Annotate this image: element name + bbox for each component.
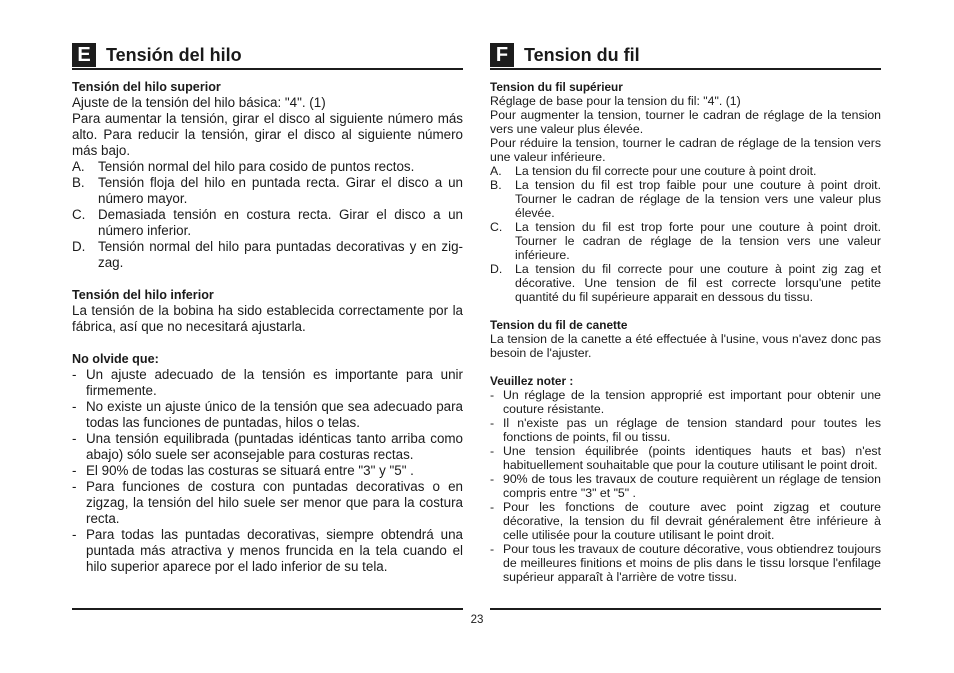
list-item: - Un réglage de la tension approprié est important pour obtenir une couture résistante.: [490, 388, 881, 416]
list-item: - 90% de tous les travaux de couture requièrent un réglage de tension compris entre "3" et "5" .: [490, 472, 881, 500]
notes-heading-es: No olvide que:: [72, 352, 159, 366]
list-item: D. Tensión normal del hilo para puntadas decorativas y en zig-zag.: [72, 239, 463, 270]
list-item: - Una tensión equilibrada (puntadas idénticas tanto arriba como abajo) sólo suele ser aconsejable para costuras rectas.: [72, 431, 463, 462]
list-item: - Pour tous les travaux de couture décorative, vous obtiendrez toujours de meilleures finitions et moins de plis dans le tissu lorsque l'enfilage supérieur apparaît à l'arrière de votre tissu.: [490, 542, 882, 584]
list-item: - Il n'existe pas un réglage de tension standard pour toutes les fonctions de points, fil ou tissu.: [490, 416, 881, 444]
header-rule-es: [72, 68, 463, 70]
language-badge-fr: F: [490, 43, 514, 67]
page-title-es: Tensión del hilo: [106, 45, 242, 65]
list-item: - El 90% de todas las costuras se situará entre "3" y "5" .: [72, 463, 414, 478]
list-item: C. Demasiada tensión en costura recta. Girar el disco a un número inferior.: [72, 207, 463, 238]
adjust-tension-text-es: Para aumentar la tensión, girar el disco al siguiente número más alto. Para reducir la tensión, girar el disco al siguiente número más bajo.: [72, 111, 463, 158]
basic-tension-text-es: Ajuste de la tensión del hilo básica: "4". (1): [72, 95, 326, 110]
basic-tension-text-fr: Réglage de base pour la tension du fil: "4". (1): [490, 94, 741, 108]
page-title-fr: Tension du fil: [524, 45, 640, 65]
list-item: C. La tension du fil est trop forte pour une couture à point droit. Tourner le cadran de réglage de la tension vers une valeur inférieure.: [490, 220, 881, 262]
header-rule-fr: [490, 68, 881, 70]
list-item: B. Tensión floja del hilo en puntada recta. Girar el disco a un número mayor.: [72, 175, 463, 206]
upper-thread-heading-fr: Tension du fil supérieur: [490, 80, 623, 94]
list-item: - Pour les fonctions de couture avec point zigzag et couture décorative, la tension du fil devrait généralement être inférieure à celle utilisée pour la couture utilisant le point droit.: [490, 500, 881, 542]
list-item: - Para funciones de costura con puntadas decorativas o en zigzag, la tensión del hilo suele ser menor que para la costura recta.: [72, 479, 463, 526]
section-header-fr: [490, 43, 881, 67]
spanish-column: [72, 43, 463, 575]
section-header-es: [72, 43, 463, 67]
list-item: - Une tension équilibrée (points identiques hauts et bas) n'est habituellement souhaitable que pour la couture utilisant le point droit.: [490, 444, 881, 472]
bobbin-tension-text-es: La tensión de la bobina ha sido establecida correctamente por la fábrica, así que no necesitará ajustarla.: [72, 303, 463, 334]
french-column: [490, 43, 881, 584]
increase-tension-text-fr: Pour augmenter la tension, tourner le cadran de réglage de la tension vers une valeur plus élevée.: [490, 108, 881, 136]
lower-thread-heading-fr: Tension du fil de canette: [490, 318, 628, 332]
list-item: - Un ajuste adecuado de la tensión es importante para unir firmemente.: [72, 367, 463, 398]
page-number: 23: [470, 614, 484, 626]
lower-thread-heading-es: Tensión del hilo inferior: [72, 288, 214, 302]
upper-thread-heading-es: Tensión del hilo superior: [72, 80, 221, 94]
bobbin-tension-text-fr: La tension de la canette a été effectuée à l'usine, vous n'avez donc pas besoin de l'ajuster.: [490, 332, 881, 360]
list-item: - No existe un ajuste único de la tensión que sea adecuado para todas las funciones de puntadas, hilos o telas.: [72, 399, 463, 430]
language-badge-es: E: [72, 43, 96, 67]
content-es: [72, 79, 463, 575]
list-item: A. Tensión normal del hilo para cosido de puntos rectos.: [72, 159, 415, 174]
list-item: B. La tension du fil est trop faible pour une couture à point droit. Tourner le cadran de réglage de la tension vers une valeur plus élevée.: [490, 178, 881, 220]
footer-rule-fr: [490, 608, 881, 610]
list-item: A. La tension du fil correcte pour une couture à point droit.: [490, 164, 817, 178]
list-item: D. La tension du fil correcte pour une couture à point zig zag et décorative. Une tension de fil est correcte lorsqu'une petite quantité du fil supérieure apparait en dessous du tissu.: [490, 262, 881, 304]
decrease-tension-text-fr: Pour réduire la tension, tourner le cadran de réglage de la tension vers une valeur inférieure.: [490, 136, 881, 164]
notes-heading-fr: Veuillez noter :: [490, 374, 574, 388]
list-item: - Para todas las puntadas decorativas, siempre obtendrá una puntada más atractiva y menos fruncida en la tela cuando el hilo superior aparece por el lado inferior de su tela.: [72, 527, 463, 574]
content-fr: [490, 80, 881, 584]
footer-rule-es: [72, 608, 463, 610]
